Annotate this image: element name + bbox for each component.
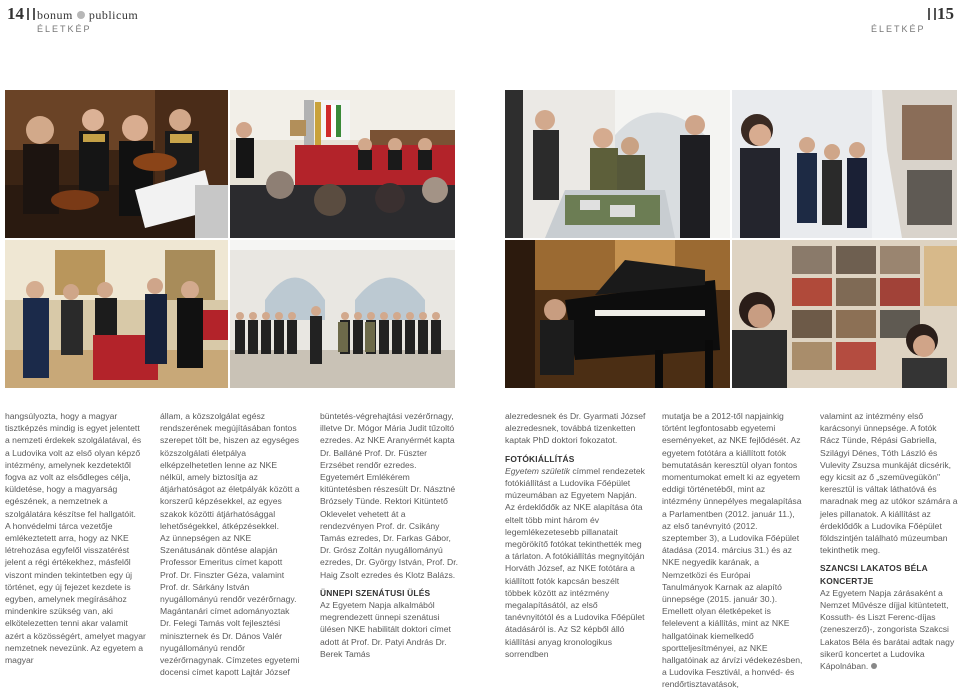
photo-officers-ceremony xyxy=(5,240,228,388)
header-ornament-icon xyxy=(928,8,936,20)
text-column-1 xyxy=(5,410,146,666)
paragraph-text: Az Egyetem Napja zárásaként a Nemzet Művésze díjjal kitüntetett, Kossuth- és Liszt Ferenc-díjas (zeneszerző)-, zongorista Szakcsi Lakatos Béla és barátai adtak nagy sikerű koncertet a Ludovika Kápolnában. xyxy=(820,587,955,672)
paragraph: alezredesnek és Dr. Gyarmati József alezredesnek, továbbá tizenketten kaptak PhD doktori fokozatot. xyxy=(505,411,646,446)
paragraph-text: címmel rendezetek fotókiállítást a Ludovika Főépület múzeumában az Egyetem Napján. Az érdeklődők az NKE alapítása óta eltelt több mint három év legemlékezetesebb pillanatait megörökítő fotókat tekinthették meg a tárlaton. A fotókiállítás megnyitóján Horváth József, az NKE fotótára a kiállított fotók kapcsán beszélt többek között az intézmény megalapításától, az első tanévnyitótól és a Ludovika Főépület átadásáról is. Az S2 képből álló kiállítási anyag kronologikus sorrendben xyxy=(505,465,645,659)
paragraph: hangsúlyozta, hogy a magyar tisztképzés mindig is egyet jelentett a nemzeti érdekek szolgálatával, és a Ludovika volt az első olyan képző intézmény, amelynek kezdetektől fogva az volt az elsődleges célja, küldetése, hogy a magyarság egészének, a nemzetnek a szolgálatára készítse fel hallgatóit. xyxy=(5,411,142,519)
section-heading: FOTÓKIÁLLÍTÁS xyxy=(505,453,575,464)
photo-violinists xyxy=(5,90,228,238)
paragraph: Az ünnepségen az NKE Szenátusának döntése alapján Professor Emeritus címet kapott Prof. Dr. Finszter Géza, valamint Prof. dr. Sárkány István nyugállományú rendőr vezérőrnagy. Magántanári címet adományoztak Dr. Felegi Tamás volt fejlesztési miniszternek és Dr. Dános Valér nyugállományú rendőr vezérőrnagynak. Címzetes egyetemi docensi címet kapott Lajtár József xyxy=(160,533,300,678)
text-column-6 xyxy=(820,410,958,672)
paragraph: mutatja be a 2012-től napjainkig történt legfontosabb egyetemi eseményeket, az NKE fejlődését. Az egyetem fotótára a kiállított fotók bemutatásán keresztül olyan fontos momentumokat emelt ki az egyetem eddigi történetéből, mint az intézmény ünnepélyes megalapítása a Parlamentben (2012. január 11.), az első tanévnyitó (2012. szeptember 3), a Ludovika Főépület átadása (2014. március 31.) és az NKE negyedik karának, a Nemzetközi és Európai Tanulmányok Karnak az alapító ünnepsége (2015. január 30.). Emellett olyan életképeket is felelevent a kiállítás, mint az NKE hallgatóinak kiemelkedő sportteljesítményei, az NKE hallgatóinak az árvízi védekezésben, a Ludovika Fesztivál, a honvéd- és rendőrtisztavatások, xyxy=(662,411,803,690)
paragraph xyxy=(505,465,646,660)
header-ornament-icon xyxy=(27,8,35,20)
right-page-header xyxy=(480,0,960,38)
left-page-header xyxy=(0,0,480,38)
photo-ceremony-hall xyxy=(230,90,455,238)
text-column-3 xyxy=(320,410,461,659)
photo-collage-wall xyxy=(732,240,957,388)
end-mark-icon xyxy=(871,663,877,669)
exhibition-title: Egyetem születik xyxy=(505,465,570,476)
paragraph: valamint az intézmény első karácsonyi ünnepsége. A fotók Rácz Tünde, Répási Gabriella, Szilágyi Dénes, Tóth László és Vulevity Zsuzsa munkáját dicsérik, egy kicsit az ő „szemüvegükön" keresztül is váltak láthatóvá és maradnak meg az utókor számára a jeles pillanatok. A kiállítást az érdeklődők a Ludovika Főépület földszintjén található múzeumban tekinthetik meg. xyxy=(820,411,958,556)
paragraph: Az Egyetem Napja alkalmából megrendezett ünnepi szenátusi ülésen NKE habilitált doktori címet adott át Prof. Dr. Patyi András Dr. Berek Tamás xyxy=(320,600,451,659)
paragraph: állam, a közszolgálat egész rendszerének megújításában fontos szerepet tölt be, hiszen az egységes közszolgálati életpálya elképzelhetetlen lenne az NKE nélkül, amely biztosítja az átjárhatóságot az életpályák között a korszerű képzésekkel, az egyes szakok közötti átjárhatósággal lehetőségekkel, átképzésekkel. xyxy=(160,411,300,531)
photo-pianist xyxy=(505,240,730,388)
section-heading: SZANCSI LAKATOS BÉLA KONCERTJE xyxy=(820,563,928,586)
photo-exhibition-visitors xyxy=(732,90,957,238)
magazine-word-1: bonum xyxy=(37,8,73,22)
page-number-right: 15 xyxy=(937,4,954,23)
paragraph: A honvédelmi tárca vezetője emlékeztetett arra, hogy az NKE létrehozása egyfelől visszatérést jelent a régi értékekhez, másfelől viszont minden tekintetben egy új történet, egy új fejezet kezdete is egyben, amelynek megírásához mindenkire szükség van, aki elkötelezetten tenni akar valamit azért a közösségért, amelyet magyar nemzetnek nevezünk. Az egyetem a magyar xyxy=(5,520,146,666)
magazine-dot-icon xyxy=(77,11,85,19)
paragraph: büntetés-végrehajtási vezérőrnagy, illetve Dr. Mógor Mária Judit tűzoltó ezredes. Az NKE Aranyérmét kapta Dr. Balláné Prof. Dr. Füszter Erzsébet rendőr ezredes. Egyetemért Emlékérem kitüntetésben részesült Dr. Násztné Brózsely Tünde. Rektori Kitüntető Oklevelet vehetett át a rendezvényen Prof. dr. Csikány Tamás ezredes, Dr. Farkas Gábor, Dr. Grósz Zoltán nyugállományú ezredes, Dr. György István, Prof. Dr. Haig Zsolt ezredes és Klotz Balázs. xyxy=(320,411,459,580)
photo-exhibition-model xyxy=(505,90,730,238)
page-number-left: 14 xyxy=(7,4,24,23)
section-label-left: ÉLETKÉP xyxy=(37,24,92,34)
text-column-2 xyxy=(160,410,301,678)
section-heading: ÜNNEPI SZENÁTUSI ÜLÉS xyxy=(320,587,431,598)
paragraph xyxy=(820,587,958,672)
photo-formation-hall xyxy=(230,240,455,388)
text-column-4 xyxy=(505,410,646,659)
magazine-title xyxy=(37,8,138,23)
section-label-right: ÉLETKÉP xyxy=(871,24,926,34)
text-column-5 xyxy=(662,410,803,690)
magazine-word-2: publicum xyxy=(88,8,139,22)
